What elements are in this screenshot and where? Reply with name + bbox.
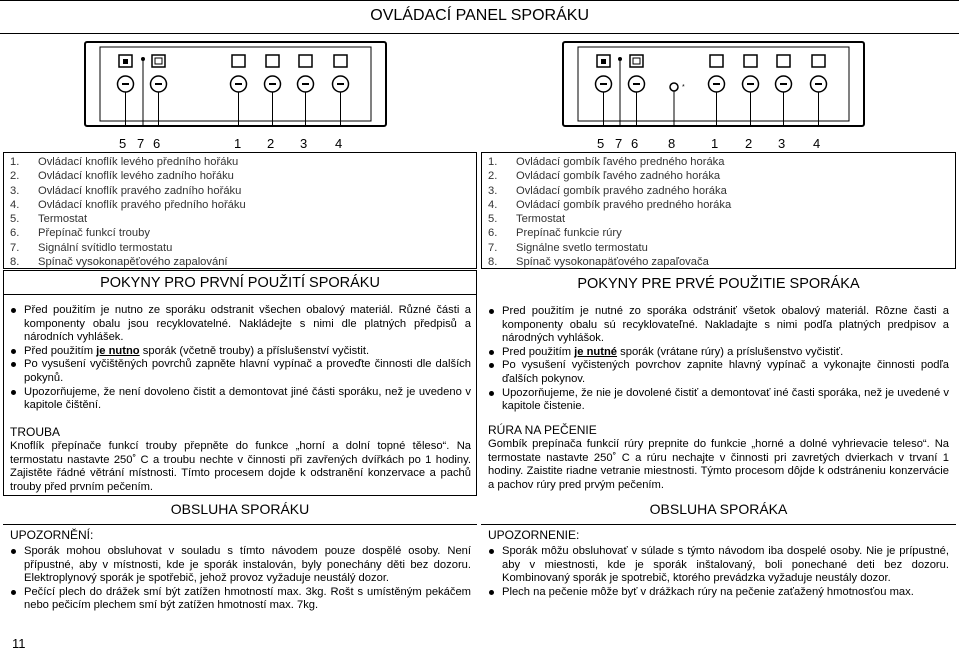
legend-item: 8. Spínač vysokonapěťového zapalování xyxy=(10,256,228,269)
bullet-item: Před použitím je nutno sporák (včetně trouby) a příslušenství vyčistit. xyxy=(10,345,471,359)
legend-item: 1. Ovládací gombík ľavého predného horáka xyxy=(488,156,725,168)
first-use-bullets-left xyxy=(10,304,471,413)
panel-number: 3 xyxy=(300,136,308,151)
panel-number: 5 xyxy=(119,136,127,151)
page-number: 11 xyxy=(12,636,26,651)
bullet-item: Pečící plech do drážek smí být zatížen hmotností max. 3kg. Rošt s umístěným pekáčem nebo pečicím plechem smí být zatížen hmotností max. 7kg. xyxy=(10,586,471,613)
legend-item: 2. Ovládací gombík ľavého zadného horáka xyxy=(488,170,721,183)
burner-knob-3-icon xyxy=(776,55,792,92)
legend-item: 4. Ovládací knoflík pravého předního hořáku xyxy=(10,198,246,211)
bullet-item: Pred použitím je nutné sporák (vrátane rúry) a príslušenstvo vyčistiť. xyxy=(488,346,949,360)
panel-number: 5 xyxy=(597,136,605,151)
panel-numbers-right xyxy=(562,136,865,152)
legend-item: 4. Ovládací gombík pravého predného horáka xyxy=(488,198,732,211)
legend-item: 5. Termostat xyxy=(10,213,88,226)
bullet-item: Sporák mohou obsluhovat v souladu s tímto návodem pouze dospělé osoby. Není přípustné, aby v místnosti, kde je sporák instalován, byly ponechány děti bez dozoru. Elektroplynový sporák je spotřebič, jehož provoz vyžaduje neustálý dozor. xyxy=(10,545,471,586)
warning-heading-left: UPOZORNĚNÍ: xyxy=(10,528,94,542)
bullet-item: Upozorňujeme, že není dovoleno čistit a demontovat jiné části sporáku, než je uvedeno v kapitole čištění. xyxy=(10,386,471,413)
legend-item: 6. Přepínač funkcí trouby xyxy=(10,227,150,240)
bullet-item: Po vysušení vyčištěných povrchů zapněte hlavní vypínač a proveďte činnosti dle dalších pokynů. xyxy=(10,358,471,385)
panel-number: 4 xyxy=(335,136,343,151)
legend-item: 8. Spínač vysokonapäťového zapaľovača xyxy=(488,256,709,269)
burner-knob-2-icon xyxy=(743,55,759,92)
control-panel-diagram-left xyxy=(84,41,387,127)
operation-title-left: OBSLUHA SPORÁKU xyxy=(170,501,310,517)
oven-heading-left: TROUBA xyxy=(10,425,61,439)
legend-item: 1. Ovládací knoflík levého předního hořáku xyxy=(10,156,239,168)
legend-item: 3. Ovládací gombík pravého zadného horáka xyxy=(488,184,727,197)
panel-number: 4 xyxy=(813,136,821,151)
bullet-item: Po vysušení vyčistených povrchov zapnite hlavný vypínač a vykonajte činnosti podľa ďalších pokynov. xyxy=(488,359,949,386)
control-panel-knobs-right xyxy=(564,43,863,125)
thermostat-knob-icon xyxy=(596,55,612,92)
panel-number: 6 xyxy=(153,136,161,151)
legend-item: 5. Termostat xyxy=(488,213,566,226)
signal-light-icon xyxy=(141,57,145,61)
panel-number: 7 xyxy=(615,136,623,151)
bullet-item: Plech na pečenie môže byť v drážkach rúry na pečenie zaťažený hmotnosťou max. xyxy=(488,586,949,600)
divider xyxy=(3,524,477,525)
bullet-item: Pred použitím je nutné zo sporáka odstrániť všetok obalový materiál. Rôzne časti a komponenty obalu sú recyklovateľné. Nakladajte s nimi podľa platných predpisov a národných vyhlášok. xyxy=(488,305,949,346)
panel-number: 1 xyxy=(711,136,719,151)
panel-number: 7 xyxy=(137,136,145,151)
bullet-item: Upozorňujeme, že nie je dovolené čistiť a demontovať iné časti sporáka, než je uvedené v kapitole čistenie. xyxy=(488,387,949,414)
legend-item: 7. Signální svítidlo termostatu xyxy=(10,241,173,254)
bullet-item: Před použitím je nutno ze sporáku odstranit všechen obalový materiál. Různé části a komponenty obalu jsou recyklovatelné. Nakládejte s nimi dle platných předpisů a národních vyhlášek. xyxy=(10,304,471,345)
warning-bullets-left xyxy=(10,545,471,613)
svg-text:*: * xyxy=(682,84,685,91)
burner-knob-4-icon xyxy=(811,55,827,92)
panel-number: 2 xyxy=(267,136,275,151)
thermostat-knob-icon xyxy=(118,55,134,92)
oven-function-knob-icon xyxy=(629,55,645,92)
bullet-item: Sporák môžu obsluhovať v súlade s týmto návodom iba dospelé osoby. Nie je prípustné, aby v miestnosti, kde je sporák inštalovaný, boli ponechané deti bez dozoru. Kombinovaný sporák je spotrebič, ktorého prevádzka vyžaduje neustály dozor. xyxy=(488,545,949,586)
first-use-title-left: POKYNY PRO PRVNÍ POUŽITÍ SPORÁKU xyxy=(3,270,477,295)
burner-knob-1-icon xyxy=(709,55,725,92)
oven-text-right: Gombík prepínača funkcií rúry prepnite do funkcie „horné a dolné vyhrievacie teleso“. Na termostate nastavte 250˚ C a rúru nechajte v činnosti pri zavretých dvierkach v trvaní 1 hodiny. Zaistite riadne vetranie miestnosti. Týmto procesom dôjde k odstráneniu konzervácie a pachov rúry pred prvým pečením. xyxy=(488,438,949,491)
legend-list-right xyxy=(488,155,731,269)
panel-number: 8 xyxy=(668,136,676,151)
panel-number: 6 xyxy=(631,136,639,151)
burner-knob-2-icon xyxy=(265,55,281,92)
panel-number: 3 xyxy=(778,136,786,151)
operation-title-right: OBSLUHA SPORÁKA xyxy=(649,501,788,517)
control-panel-diagram-right xyxy=(562,41,865,127)
panel-numbers-left xyxy=(84,136,387,152)
page-header xyxy=(0,0,959,34)
panel-number: 1 xyxy=(234,136,242,151)
burner-knob-4-icon xyxy=(333,55,349,92)
first-use-bullets-right xyxy=(488,305,949,414)
warning-bullets-right xyxy=(488,545,949,599)
warning-heading-right: UPOZORNENIE: xyxy=(488,528,580,542)
legend-item: 3. Ovládací knoflík pravého zadního hořáku xyxy=(10,184,242,197)
page-title: OVLÁDACÍ PANEL SPORÁKU xyxy=(370,7,589,24)
legend-list-left xyxy=(10,155,246,269)
oven-function-knob-icon xyxy=(151,55,167,92)
first-use-title-right: POKYNY PRE PRVÉ POUŽITIE SPORÁKA xyxy=(577,276,860,292)
signal-light-icon xyxy=(618,57,622,61)
legend-item: 7. Signálne svetlo termostatu xyxy=(488,241,648,254)
burner-knob-1-icon xyxy=(231,55,247,92)
legend-item: 6. Prepínač funkcie rúry xyxy=(488,227,622,240)
ignition-button-icon xyxy=(670,83,685,91)
oven-heading-right: RÚRA NA PEČENIE xyxy=(488,423,597,437)
control-panel-knobs-left xyxy=(86,43,385,125)
burner-knob-3-icon xyxy=(298,55,314,92)
legend-item: 2. Ovládací knoflík levého zadního hořáku xyxy=(10,170,234,183)
oven-text-left: Knoflík přepínače funkcí trouby přepněte do funkce „horní a dolní topné těleso“. Na termostatu nastavte 250˚ C a troubu nechte v činnosti při zavřených dvířkách po 1 hodiny. Zajistěte řádné větrání místnosti. Tímto procesem dojde k odstranění konzervace a pachů trouby před prvním pečením. xyxy=(10,440,471,493)
panel-number: 2 xyxy=(745,136,753,151)
divider xyxy=(481,524,956,525)
